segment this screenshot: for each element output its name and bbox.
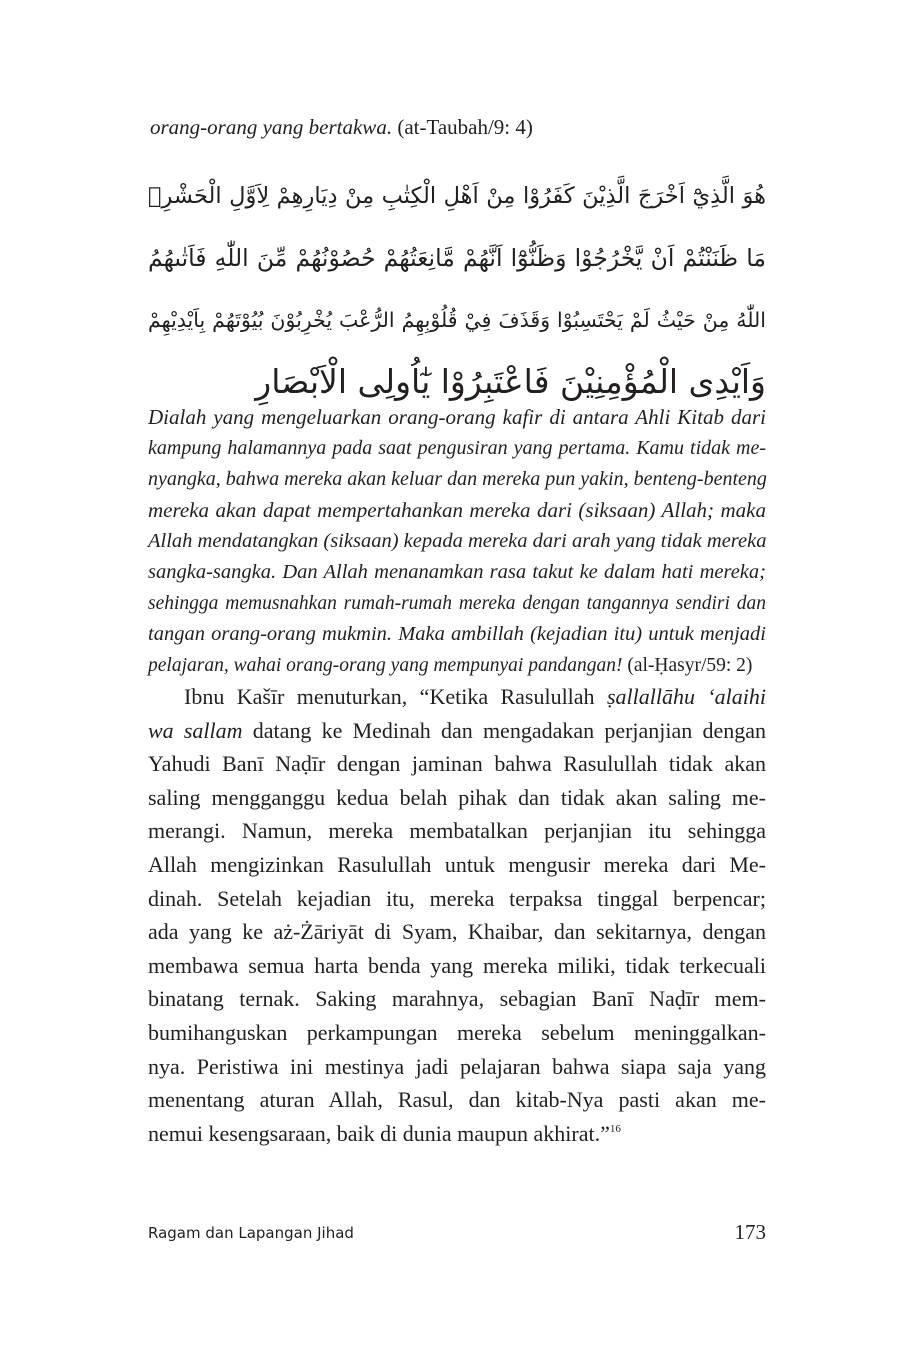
- translation-last-text: pelajaran, wahai orang-orang yang mempunyai pandangan!: [148, 655, 623, 676]
- body-line: membawa semua harta benda yang mereka miliki, tidak terkecuali: [148, 952, 766, 978]
- translation-line: sehingga memusnahkan rumah-rumah mereka dengan tangannya sendiri dan: [148, 593, 766, 614]
- verse-translation: [148, 402, 766, 681]
- body-line: bumihanguskan perkampungan mereka sebelum meninggalkan-: [148, 1019, 766, 1045]
- page-footer: [148, 1222, 766, 1246]
- translation-reference: (al-Ḥasyr/59: 2): [622, 655, 753, 676]
- body-line-text: datang ke Medinah dan mengadakan perjanjian dengan: [242, 717, 767, 743]
- page-number: 173: [734, 1220, 766, 1244]
- body-line-last: [148, 1117, 766, 1151]
- translation-line: sangka-sangka. Dan Allah menanamkan rasa takut ke dalam hati mereka;: [148, 561, 766, 583]
- body-last-text: nemui kesengsaraan, baik di dunia maupun akhirat.”: [148, 1120, 610, 1146]
- footnote-marker[interactable]: 16: [609, 1122, 621, 1135]
- body-line: merangi. Namun, mereka membatalkan perjanjian itu sehingga: [148, 818, 766, 844]
- body-line-italic: wa sallam: [148, 717, 243, 743]
- translation-line-last: [148, 650, 766, 681]
- body-line: saling mengganggu kedua belah pihak dan tidak akan saling me-: [148, 784, 766, 810]
- translation-line: nyangka, bahwa mereka akan keluar dan mereka pun yakin, benteng-benteng: [148, 468, 767, 490]
- verse-ending-italic: orang-orang yang bertakwa.: [150, 115, 393, 139]
- translation-line: mereka akan dapat mempertahankan mereka dari (siksaan) Allah; maka: [148, 498, 766, 522]
- translation-line: Dialah yang mengeluarkan orang-orang kafir di antara Ahli Kitab dari: [148, 405, 766, 429]
- body-line: [148, 714, 766, 748]
- arabic-verse-line: اللّٰهُ مِنْ حَيْثُ لَمْ يَحْتَسِبُوْا وَقَذَفَ فِيْ قُلُوْبِهِمُ الرُّعْبَ يُخْرِبُوْنَ بُيُوْتَهُمْ بِاَيْدِيْهِمْ: [148, 308, 766, 332]
- body-line: dinah. Setelah kejadian itu, mereka terpaksa tinggal berpencar;: [148, 885, 766, 911]
- book-page: [148, 0, 766, 1358]
- translation-line: kampung halamannya pada saat pengusiran yang pertama. Kamu tidak me-: [148, 437, 766, 459]
- body-line: Yahudi Banī Naḍīr dengan jaminan bahwa Rasulullah tidak akan: [148, 751, 766, 777]
- body-line: nya. Peristiwa ini mestinya jadi pelajaran bahwa siapa saja yang: [148, 1053, 766, 1079]
- body-line-text: Ibnu Kašīr menuturkan, “Ketika Rasulullah: [184, 684, 607, 709]
- body-line-italic: ṣallallāhu ‘alaihi: [606, 684, 766, 709]
- body-line: [148, 680, 766, 714]
- body-line: Allah mengizinkan Rasulullah untuk mengusir mereka dari Me-: [148, 851, 766, 877]
- translation-line: Allah mendatangkan (siksaan) kepada mereka dari arah yang tidak mereka: [148, 530, 767, 552]
- body-paragraph: [148, 680, 766, 1150]
- body-line: ada yang ke aż-Żāriyāt di Syam, Khaibar, dan sekitarnya, dengan: [148, 919, 766, 945]
- translation-line: tangan orang-orang mukmin. Maka ambillah (kejadian itu) untuk menjadi: [148, 623, 766, 645]
- arabic-verse: [148, 165, 766, 413]
- verse-ending-line: [150, 112, 533, 142]
- body-line: menentang aturan Allah, Rasul, dan kitab-Nya pasti akan me-: [148, 1087, 766, 1113]
- arabic-verse-line: مَا ظَنَنْتُمْ اَنْ يَّخْرُجُوْا وَظَنُّوْٓا اَنَّهُمْ مَّانِعَتُهُمْ حُصُوْنُهُمْ مِّنَ اللّٰهِ فَاَتٰىهُمُ: [148, 244, 766, 272]
- running-title: Ragam dan Lapangan Jihad: [148, 1224, 354, 1242]
- verse-reference: (at-Taubah/9: 4): [392, 115, 533, 139]
- arabic-verse-line: هُوَ الَّذِيْٓ اَخْرَجَ الَّذِيْنَ كَفَرُوْا مِنْ اَهْلِ الْكِتٰبِ مِنْ دِيَارِهِمْ لِاَوَّلِ الْحَشْرِۗ: [148, 183, 766, 209]
- arabic-verse-line: وَاَيْدِى الْمُؤْمِنِيْنَ فَاعْتَبِرُوْا يٰٓاُولِى الْاَبْصَارِ: [255, 362, 766, 401]
- body-line: binatang ternak. Saking marahnya, sebagian Banī Naḍīr mem-: [148, 986, 766, 1012]
